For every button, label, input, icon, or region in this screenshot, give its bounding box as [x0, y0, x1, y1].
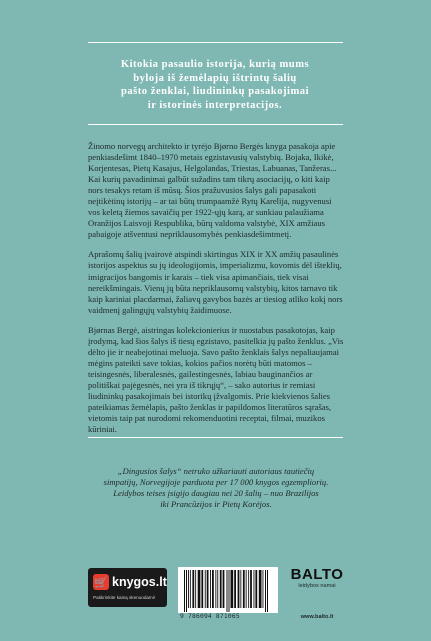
- knygos-tagline: Patikrinkite kainą skenuodami!: [93, 595, 156, 600]
- headline: [60, 58, 370, 112]
- barcode-bar: [210, 570, 211, 608]
- blurb-line: Leidybos teises įsigijo daugiau nei 20 šalių – nuo Brazilijos: [113, 488, 319, 499]
- knygos-name: knygos.lt: [112, 575, 167, 589]
- barcode-bar: [243, 570, 245, 608]
- barcode-bar: [265, 570, 266, 612]
- barcode-bars: [178, 567, 278, 613]
- barcode-bar: [207, 570, 209, 608]
- barcode-bar: [220, 570, 222, 608]
- barcode-bar: [255, 570, 257, 608]
- description-paragraph: Žinomo norvegų architekto ir tyrėjo Bjørno Bergės knyga pasakoja apie penkiasdešimt 1840–1970 metais egzistavusių valstybių. Bojaka, Ikikė, Korjentesas, Pietų Kasajus, Helgolandas, Triestas, Labuanas, Tanžeras... Kai kurių pavadinimai galbūt sužadins tam tikrų asociacijų, o kiti kaip nors tesakys retam iš mūsų. Šios pražuvusios šalys gali papasakoti neįtikėtinų istorijų – ar tai būtų trumpaamžė Rytų Karelija, nugyvenusi vos keletą žiemos savaičių per 1922-ųjų karą, ar sunkiau palaužiama Oranžijos Laisvoji Respublika, būrų valdoma valstybė, XIX amžiaus pabaigoje atšventusi nepriklausomybės penkiasdešimtmetį.: [88, 141, 337, 240]
- knygos-brand: [93, 573, 167, 591]
- barcode-bar: [240, 570, 241, 608]
- barcode-bar: [215, 570, 216, 608]
- balto-url: www.balto.lt: [300, 614, 334, 620]
- blurb-line: iki Prancūzijos ir Pietų Korėjos.: [160, 499, 272, 510]
- headline-line: ir istorinės interpretacijos.: [147, 99, 283, 111]
- barcode-bar: [212, 570, 214, 608]
- barcode-bar: [227, 570, 228, 612]
- description-paragraph: Aprašomų šalių įvairovė atspindi skirtingus XIX ir XX amžių pasaulinės istorijos aspektus su jų ideologijomis, imperializmu, kovomis dėl išteklių, imigracijos bangomis ir karais – tiek visa apimančiais, tiek visai nereikšmingais. Vienų jų būta nepriklausomų valstybių, kitos tarnavo tik kaip kariniai placdarmai, žaliavų gavybos bazės ar tiesiog atliko kokį nors vaidmenį galingųjų valstybių žaidimuose.: [88, 249, 343, 315]
- barcode-bar: [254, 570, 255, 608]
- barcode-bar: [267, 570, 268, 612]
- barcode-bar: [201, 570, 203, 608]
- barcode-bar: [250, 570, 252, 608]
- headline-line: Kitokia pasaulio istorija, kurią mums: [120, 59, 310, 70]
- description-text: [88, 141, 344, 444]
- barcode-bar: [190, 570, 191, 608]
- barcode-bar: [205, 570, 206, 608]
- shopping-cart-icon: 🛒: [94, 575, 108, 589]
- balto-name: BALTO: [290, 566, 344, 583]
- sales-blurb: [88, 466, 344, 510]
- barcode-bar: [229, 570, 230, 612]
- top-divider: [88, 42, 343, 43]
- barcode-bar: [223, 570, 225, 608]
- blurb-line: „Dingusios šalys“ netruko užkariauti autoriaus tautiečių: [117, 466, 315, 476]
- barcode-bar: [186, 570, 187, 612]
- blurb-line: simpatijų, Norvegijoje parduota per 17 000 knygos egzempliorių.: [103, 477, 329, 488]
- barcode-bar: [195, 570, 196, 608]
- barcode-bar: [259, 570, 262, 608]
- description-paragraph: Bjørnas Bergė, aistringas kolekcionierius ir nuostabus pasakotojas, kaip įrodymą, kad šios šalys iš tiesų egzistavo, pasitelkia jų pašto ženklus. „Vis dėlto jie ir neabejotinai meluoja. Savo pašto ženklais šalys nepaliaujamai mėgins pateikti save tokias, kokios pačios norėtų būti matomos – teisingesnės, liberalesnės, gailestingesnės, labiau bauginančios ar politiškai pajėgesnės, nei yra iš tikrųjų“, – sako autorius ir remiasi liudininkų pasakojimais bei istorikų įžvalgomis. Prie kiekvienos šalies pateikiamas žemėlapis, pašto ženklas ir papildomos literatūros sąrašas, vietomis taip pat nurodomi rekomenduotini receptai, filmai, muzikos kūriniai.: [88, 324, 344, 435]
- balto-subtitle: leidybos namai: [298, 583, 336, 589]
- barcode-bar: [263, 570, 264, 608]
- middle-divider: [88, 124, 343, 125]
- barcode-bar: [231, 570, 234, 608]
- barcode-bar: [198, 570, 201, 608]
- bottom-divider: [88, 437, 343, 438]
- isbn-barcode: [178, 567, 278, 613]
- barcode-bar: [248, 570, 249, 608]
- barcode-bar: [246, 570, 247, 608]
- headline-line: byloja iš žemėlapių ištrintų šalių: [133, 72, 297, 84]
- barcode-bar: [238, 570, 240, 608]
- barcode-bar: [184, 570, 185, 612]
- balto-logo: [290, 566, 344, 589]
- barcode-bar: [188, 570, 189, 608]
- headline-line: pašto ženklai, liudininkų pasakojimai: [120, 86, 310, 98]
- barcode-bar: [217, 570, 218, 608]
- barcode-digits: 9 786094 871065: [180, 613, 240, 620]
- knygos-logo: [88, 568, 167, 607]
- barcode-bar: [234, 570, 236, 608]
- barcode-bar: [192, 570, 194, 608]
